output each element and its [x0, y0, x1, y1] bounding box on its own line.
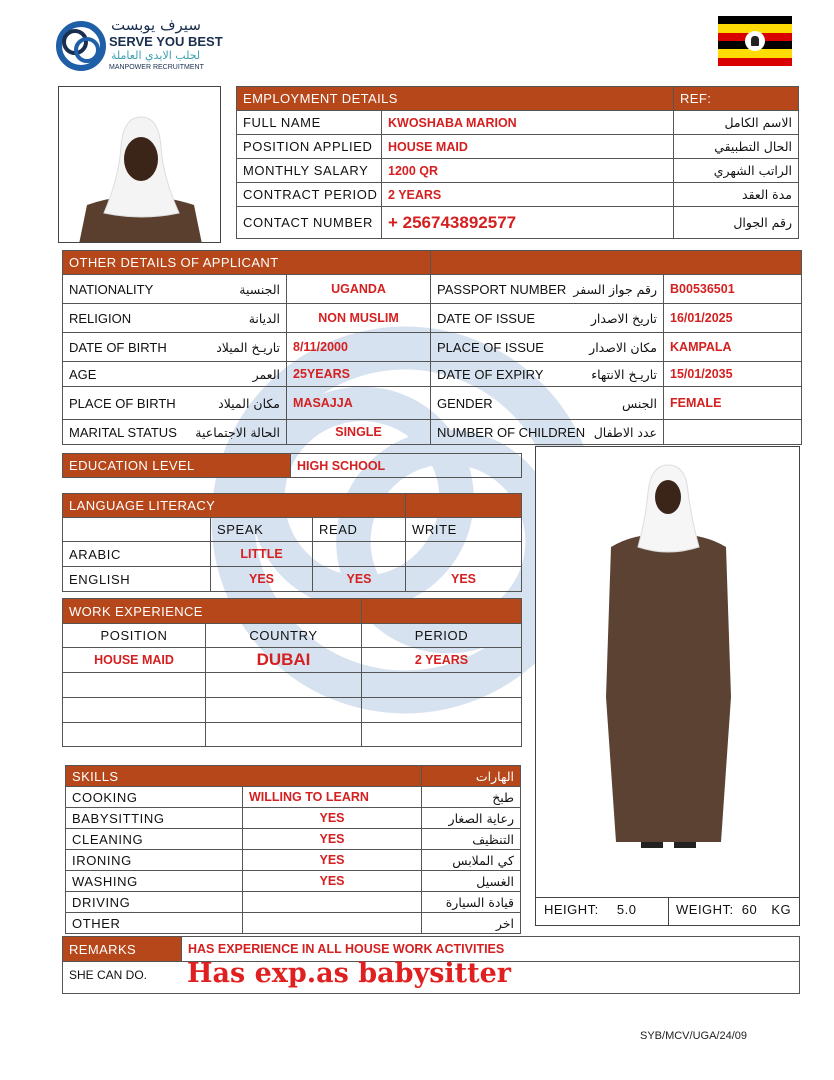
value-date-of-issue: 16/01/2025 — [664, 304, 802, 333]
value-contact: + 256743892577 — [382, 207, 674, 239]
skill-ironing: IRONING — [66, 850, 243, 871]
work-experience-table — [62, 598, 522, 747]
logo-english-name: SERVE YOU BEST — [109, 34, 223, 49]
employment-header: EMPLOYMENT DETAILS — [237, 87, 674, 111]
weight-unit: KG — [771, 902, 792, 917]
ref-label: REF: — [674, 87, 799, 111]
label-date-of-birth: DATE OF BIRTH — [69, 339, 167, 355]
skill-driving-arabic: قيادة السيارة — [422, 892, 521, 913]
skill-cleaning-value: YES — [243, 829, 422, 850]
company-logo — [55, 16, 223, 78]
arabic-religion: الديانة — [248, 310, 280, 326]
arabic-date-of-issue: تاريخ الاصدار — [590, 310, 658, 326]
language-header: LANGUAGE LITERACY — [63, 494, 406, 518]
logo-arabic-tagline: لجلب الايدي العاملة — [111, 49, 201, 62]
uganda-flag — [718, 16, 792, 66]
skill-babysitting-value: YES — [243, 808, 422, 829]
label-date-of-issue: DATE OF ISSUE — [437, 310, 536, 326]
height-label: HEIGHT: — [544, 902, 599, 917]
arabic-write — [406, 542, 522, 567]
skill-row — [66, 871, 521, 892]
label-contract: CONTRACT PERIOD — [237, 183, 382, 207]
english-speak: YES — [211, 567, 313, 592]
col-country: COUNTRY — [206, 624, 362, 648]
label-place-of-birth: PLACE OF BIRTH — [69, 395, 176, 411]
english-read: YES — [313, 567, 406, 592]
arabic-passport: رقم جواز السفر — [573, 281, 658, 297]
value-date-of-expiry: 15/01/2035 — [664, 362, 802, 387]
employment-row-full-name — [237, 111, 799, 135]
education-table — [62, 453, 522, 478]
work-cell — [206, 698, 362, 723]
skill-driving-value — [243, 892, 422, 913]
height-value: 5.0 — [616, 902, 637, 917]
label-religion: RELIGION — [69, 310, 132, 326]
skill-cooking: COOKING — [66, 787, 243, 808]
label-marital-status: MARITAL STATUS — [69, 424, 177, 440]
logo-icon — [55, 18, 107, 74]
remarks-line2-cell — [63, 958, 800, 994]
weight-value: 60 — [741, 902, 758, 917]
work-period: 2 YEARS — [362, 648, 522, 673]
language-row — [63, 542, 522, 567]
arabic-nationality: الجنسية — [239, 281, 280, 297]
arabic-contact: رقم الجوال — [674, 207, 799, 239]
remarks-line2: SHE CAN DO. — [69, 968, 148, 982]
work-row — [63, 698, 522, 723]
value-position: HOUSE MAID — [382, 135, 674, 159]
value-salary: 1200 QR — [382, 159, 674, 183]
skill-washing: WASHING — [66, 871, 243, 892]
employment-row-contact — [237, 207, 799, 239]
language-english: ENGLISH — [63, 567, 211, 592]
skill-washing-value: YES — [243, 871, 422, 892]
skill-other-arabic: اخر — [422, 913, 521, 934]
work-cell — [362, 723, 522, 747]
footer-code: SYB/MCV/UGA/24/09 — [640, 1030, 747, 1042]
logo-english-tagline: MANPOWER RECRUITMENT — [109, 64, 204, 71]
arabic-read — [313, 542, 406, 567]
label-children: NUMBER OF CHILDREN — [437, 424, 586, 440]
skill-row — [66, 787, 521, 808]
arabic-place-of-birth: مكان الميلاد — [218, 395, 280, 411]
skills-header-label: SKILLS — [72, 768, 119, 784]
arabic-salary: الراتب الشهري — [674, 159, 799, 183]
col-position: POSITION — [63, 624, 206, 648]
work-row — [63, 673, 522, 698]
education-label: EDUCATION LEVEL — [63, 454, 291, 478]
col-write: WRITE — [406, 518, 522, 542]
skill-other: OTHER — [66, 913, 243, 934]
skill-row — [66, 892, 521, 913]
label-place-of-issue: PLACE OF ISSUE — [437, 339, 544, 355]
employment-row-contract — [237, 183, 799, 207]
value-age: 25YEARS — [287, 362, 431, 387]
other-row — [63, 362, 802, 387]
skill-babysitting-arabic: رعاية الصغار — [422, 808, 521, 829]
skill-babysitting: BABYSITTING — [66, 808, 243, 829]
arabic-children: عدد الاطفال — [593, 424, 658, 440]
skill-row — [66, 913, 521, 934]
col-speak: SPEAK — [211, 518, 313, 542]
arabic-date-of-expiry: تاريـخ الانتهاء — [591, 366, 658, 382]
employment-row-salary — [237, 159, 799, 183]
arabic-full-name: الاسم الكامل — [674, 111, 799, 135]
value-passport: B00536501 — [664, 275, 802, 304]
skill-row — [66, 850, 521, 871]
arabic-contract: مدة العقد — [674, 183, 799, 207]
label-nationality: NATIONALITY — [69, 281, 154, 297]
skills-table — [65, 765, 521, 934]
col-read: READ — [313, 518, 406, 542]
work-cell — [63, 723, 206, 747]
label-age: AGE — [69, 366, 97, 382]
other-details-table — [62, 250, 802, 445]
arabic-position: الحال التطبيقي — [674, 135, 799, 159]
work-cell — [362, 698, 522, 723]
label-passport: PASSPORT NUMBER — [437, 281, 567, 297]
education-value: HIGH SCHOOL — [291, 454, 522, 478]
value-nationality: UGANDA — [287, 275, 431, 304]
label-date-of-expiry: DATE OF EXPIRY — [437, 366, 544, 382]
work-cell — [63, 698, 206, 723]
skill-ironing-arabic: كي الملابس — [422, 850, 521, 871]
col-period: PERIOD — [362, 624, 522, 648]
language-row — [63, 567, 522, 592]
arabic-age: العمر — [252, 366, 280, 382]
arabic-date-of-birth: تاريـخ الميلاد — [216, 339, 280, 355]
work-row — [63, 723, 522, 747]
arabic-place-of-issue: مكان الاصدار — [589, 339, 658, 355]
arabic-marital-status: الحالة الاجتماعية — [195, 424, 280, 440]
height-field — [544, 902, 637, 917]
english-write: YES — [406, 567, 522, 592]
work-country: DUBAI — [206, 648, 362, 673]
skill-cooking-arabic: طبخ — [422, 787, 521, 808]
work-cell — [206, 723, 362, 747]
value-date-of-birth: 8/11/2000 — [287, 333, 431, 362]
skill-cleaning: CLEANING — [66, 829, 243, 850]
other-row — [63, 420, 802, 445]
skill-row — [66, 808, 521, 829]
skill-row — [66, 829, 521, 850]
skill-ironing-value: YES — [243, 850, 422, 871]
language-arabic: ARABIC — [63, 542, 211, 567]
arabic-speak: LITTLE — [211, 542, 313, 567]
full-body-photo — [535, 446, 800, 926]
work-position: HOUSE MAID — [63, 648, 206, 673]
label-salary: MONTHLY SALARY — [237, 159, 382, 183]
work-cell — [63, 673, 206, 698]
skill-other-value — [243, 913, 422, 934]
work-experience-header: WORK EXPERIENCE — [63, 599, 362, 624]
employment-row-position — [237, 135, 799, 159]
work-cell — [206, 673, 362, 698]
logo-arabic-name: سيرف يوبست — [111, 16, 201, 34]
value-religion: NON MUSLIM — [287, 304, 431, 333]
remarks-table — [62, 936, 800, 994]
value-place-of-birth: MASAJJA — [287, 387, 431, 420]
work-row — [63, 648, 522, 673]
other-details-header-blank — [431, 251, 802, 275]
label-position: POSITION APPLIED — [237, 135, 382, 159]
portrait-photo — [58, 86, 221, 243]
value-marital-status: SINGLE — [287, 420, 431, 445]
weight-label: WEIGHT: — [676, 902, 734, 917]
value-contract: 2 YEARS — [382, 183, 674, 207]
value-full-name: KWOSHABA MARION — [382, 111, 674, 135]
value-children — [664, 420, 802, 445]
language-corner-cell — [63, 518, 211, 542]
language-table — [62, 493, 522, 592]
value-place-of-issue: KAMPALA — [664, 333, 802, 362]
skills-header — [66, 766, 422, 787]
skill-cleaning-arabic: التنظيف — [422, 829, 521, 850]
skill-cooking-value: WILLING TO LEARN — [243, 787, 422, 808]
other-row — [63, 387, 802, 420]
other-row — [63, 333, 802, 362]
label-gender: GENDER — [437, 395, 493, 411]
label-full-name: FULL NAME — [237, 111, 382, 135]
work-header-blank — [362, 599, 522, 624]
skill-washing-arabic: الغسيل — [422, 871, 521, 892]
arabic-gender: الجنس — [621, 395, 658, 411]
remarks-text: HAS EXPERIENCE IN ALL HOUSE WORK ACTIVITIES — [182, 937, 800, 962]
employment-details-table — [236, 86, 799, 239]
handwritten-remark: Has exp.as babysitter — [187, 958, 511, 989]
work-cell — [362, 673, 522, 698]
other-details-header: OTHER DETAILS OF APPLICANT — [63, 251, 431, 275]
language-header-blank — [406, 494, 522, 518]
label-contact: CONTACT NUMBER — [237, 207, 382, 239]
remarks-label: REMARKS — [63, 937, 182, 962]
skill-driving: DRIVING — [66, 892, 243, 913]
weight-field — [676, 902, 791, 917]
other-row — [63, 304, 802, 333]
skills-header-arabic: الهارات — [422, 766, 521, 787]
value-gender: FEMALE — [664, 387, 802, 420]
other-row — [63, 275, 802, 304]
